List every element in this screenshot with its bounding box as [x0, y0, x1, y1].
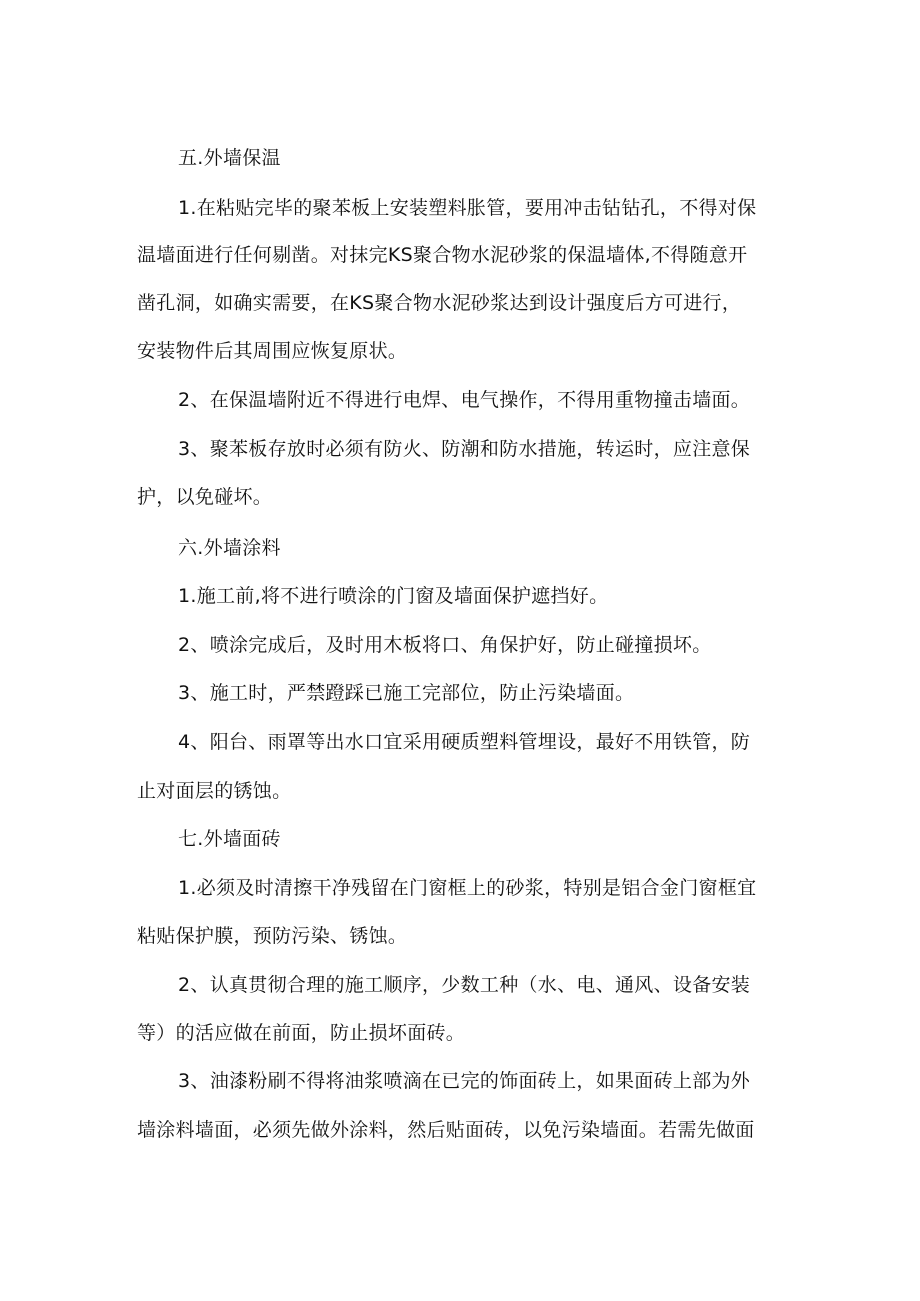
paragraph-line: 1.必须及时清擦干净残留在门窗框上的砂浆，特别是铝合金门窗框宜 [178, 877, 757, 899]
paragraph-line: 粘贴保护膜，预防污染、锈蚀。 [137, 925, 408, 947]
paragraph-line: 止对面层的锈蚀。 [137, 780, 292, 802]
paragraph-line: 3、施工时，严禁蹬踩已施工完部位，防止污染墙面。 [178, 682, 635, 704]
paragraph-line: 2、在保温墙附近不得进行电焊、电气操作，不得用重物撞击墙面。 [178, 389, 751, 411]
paragraph-line: 3、油漆粉刷不得将油浆喷滴在已完的饰面砖上，如果面砖上部为外 [178, 1070, 751, 1092]
paragraph-line: 护，以免碰坏。 [137, 486, 273, 508]
section-heading: 六.外墙涂料 [178, 537, 281, 559]
paragraph-line: 1.在粘贴完毕的聚苯板上安装塑料胀管，要用冲击钻钻孔，不得对保 [178, 197, 757, 219]
section-heading: 七.外墙面砖 [178, 828, 281, 850]
paragraph-line: 等）的活应做在前面，防止损坏面砖。 [137, 1022, 466, 1044]
section-heading: 五.外墙保温 [178, 147, 281, 169]
paragraph-line: 2、认真贯彻合理的施工顺序，少数工种（水、电、通风、设备安装 [178, 974, 751, 996]
paragraph-line: 温墙面进行任何剔凿。对抹完KS聚合物水泥砂浆的保温墙体,不得随意开 [137, 244, 748, 266]
paragraph-line: 安装物件后其周围应恢复原状。 [137, 340, 408, 362]
paragraph-line: 4、阳台、雨罩等出水口宜采用硬质塑料管埋设，最好不用铁管，防 [178, 731, 751, 753]
paragraph-line: 1.施工前,将不进行喷涂的门窗及墙面保护遮挡好。 [178, 585, 609, 607]
paragraph-line: 3、聚苯板存放时必须有防火、防潮和防水措施，转运时，应注意保 [178, 438, 751, 460]
paragraph-line: 墙涂料墙面，必须先做外涂料，然后贴面砖，以免污染墙面。若需先做面 [137, 1119, 755, 1141]
paragraph-line: 2、喷涂完成后，及时用木板将口、角保护好，防止碰撞损坏。 [178, 634, 712, 656]
paragraph-line: 凿孔洞，如确实需要，在KS聚合物水泥砂浆达到设计强度后方可进行， [137, 292, 742, 314]
